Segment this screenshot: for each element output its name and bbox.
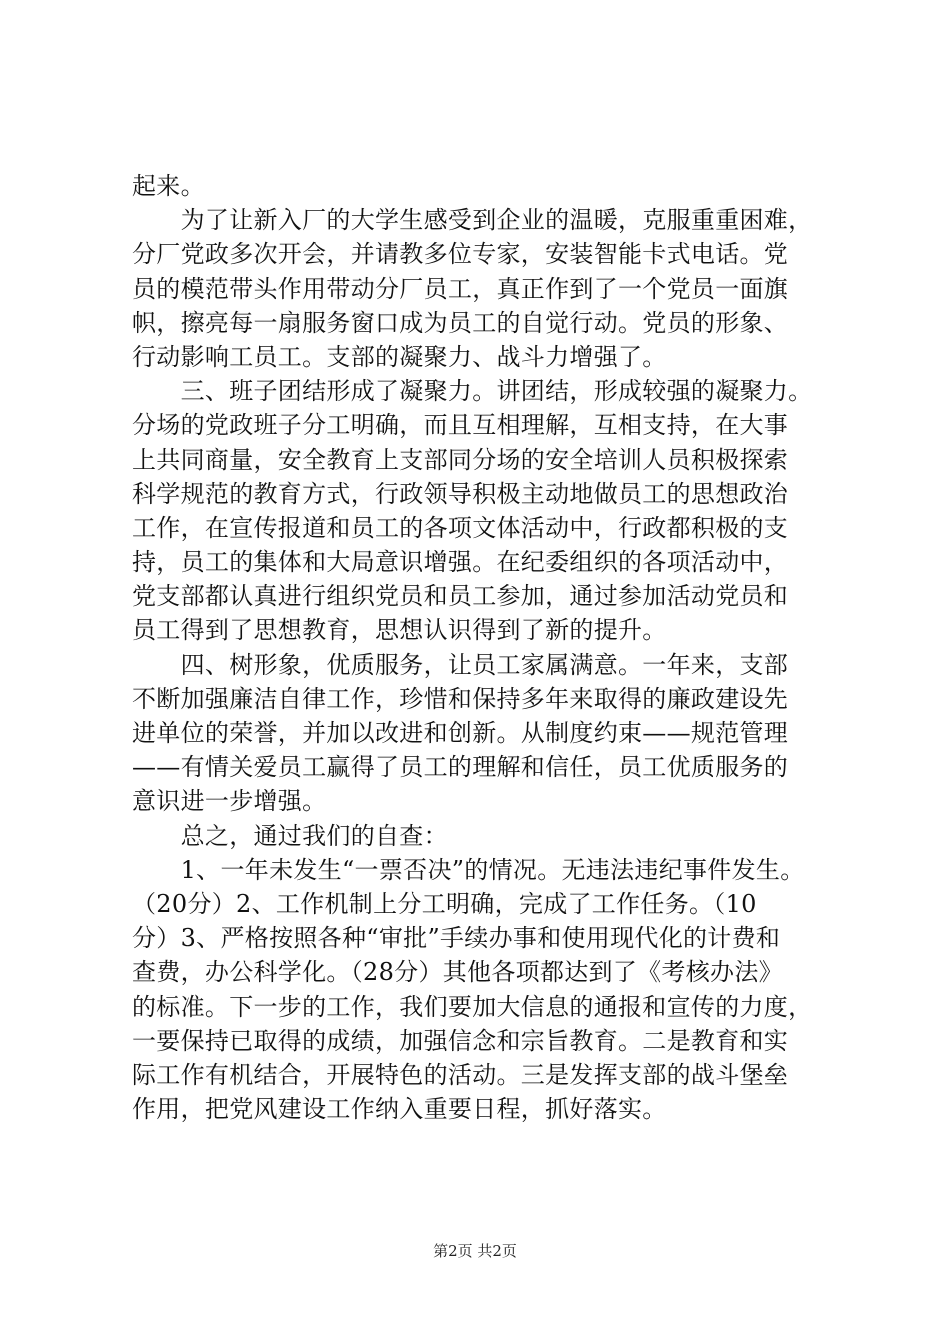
text-line: 际工作有机结合，开展特色的活动。三是发挥支部的战斗堡垒: [132, 1060, 789, 1089]
text-line: 工作，在宣传报道和员工的各项文体活动中，行政都积极的支: [132, 513, 789, 542]
text-line: 分场的党政班子分工明确，而且互相理解，互相支持，在大事: [132, 411, 789, 440]
text-line: （20分）2、工作机制上分工明确，完成了工作任务。（10: [132, 889, 757, 918]
text-line: 作用，把党风建设工作纳入重要日程，抓好落实。: [132, 1095, 667, 1124]
text-line: 分）3、严格按照各种“审批”手续办事和使用现代化的计费和: [132, 924, 781, 953]
text-line: 起来。: [132, 172, 205, 200]
text-line: 科学规范的教育方式，行政领导积极主动地做员工的思想政治: [132, 479, 789, 508]
text-line: 的标准。下一步的工作，我们要加大信息的通报和宣传的力度，: [132, 992, 813, 1021]
text-line: 三、班子团结形成了凝聚力。讲团结，形成较强的凝聚力。: [132, 377, 813, 406]
text-line: 1、一年未发生“一票否决”的情况。无违法违纪事件发生。: [132, 855, 805, 884]
text-line: 不断加强廉洁自律工作，珍惜和保持多年来取得的廉政建设先: [132, 684, 789, 713]
document-body: [132, 169, 852, 1126]
text-line: 帜，擦亮每一扇服务窗口成为员工的自觉行动。党员的形象、: [132, 308, 789, 337]
text-line: 一要保持已取得的成绩，加强信念和宗旨教育。二是教育和实: [132, 1026, 789, 1055]
text-line: 总之，通过我们的自查：: [132, 821, 448, 850]
text-line: 进单位的荣誉，并加以改进和创新。从制度约束——规范管理: [132, 719, 789, 747]
text-line: 上共同商量，安全教育上支部同分场的安全培训人员积极探索: [132, 445, 789, 474]
text-line: 为了让新入厂的大学生感受到企业的温暖，克服重重困难，: [132, 206, 813, 235]
text-line: 意识进一步增强。: [132, 787, 327, 816]
text-line: ——有情关爱员工赢得了员工的理解和信任，员工优质服务的: [132, 753, 789, 782]
text-line: 员的模范带头作用带动分厂员工，真正作到了一个党员一面旗: [132, 274, 789, 303]
text-line: 员工得到了思想教育，思想认识得到了新的提升。: [132, 616, 667, 645]
page-number-footer: 第2页 共2页: [433, 1242, 517, 1260]
text-line: 行动影响工员工。支部的凝聚力、战斗力增强了。: [132, 342, 667, 371]
text-line: 持，员工的集体和大局意识增强。在纪委组织的各项活动中，: [132, 548, 789, 577]
text-line: 四、树形象，优质服务，让员工家属满意。一年来，支部: [132, 650, 789, 679]
text-line: 分厂党政多次开会，并请教多位专家，安装智能卡式电话。党: [132, 240, 789, 269]
text-line: 查费，办公科学化。（28分）其他各项都达到了《考核办法》: [132, 958, 783, 987]
text-line: 党支部都认真进行组织党员和员工参加，通过参加活动党员和: [132, 582, 789, 611]
